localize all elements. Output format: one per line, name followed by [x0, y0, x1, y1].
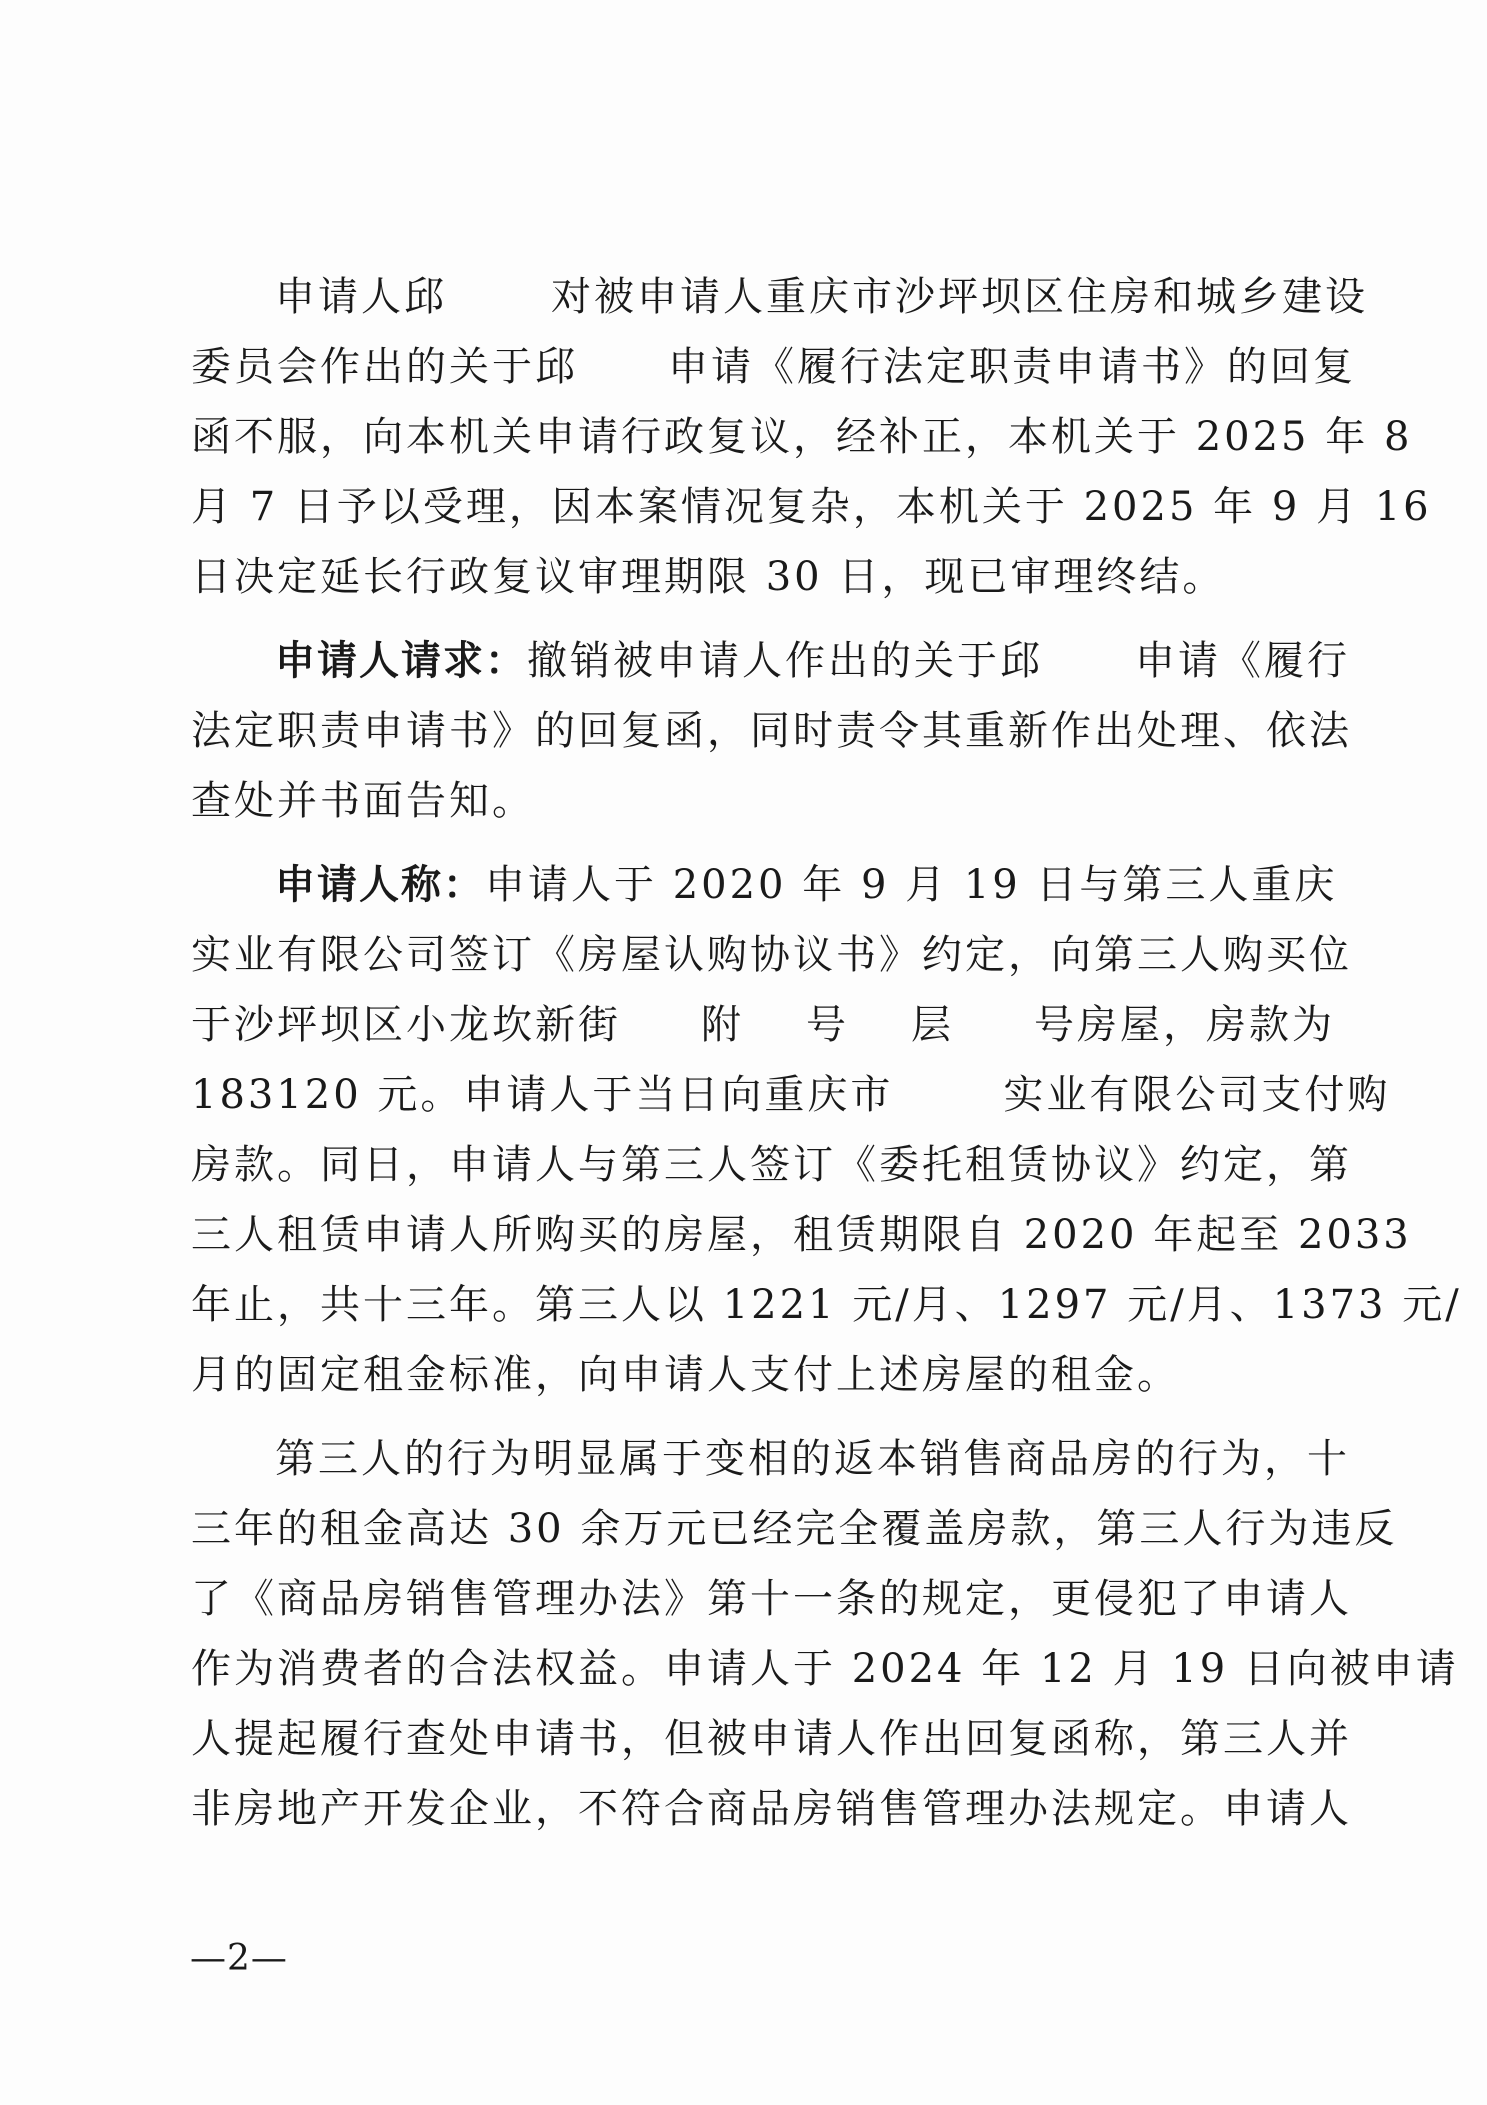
document-body — [191, 262, 1462, 1844]
text-span: 层 — [911, 1002, 954, 1048]
text-span: 撤销被申请人作出的关于邱 — [527, 638, 1043, 684]
text-span: 于沙坪坝区小龙坎新街 — [191, 1002, 621, 1048]
text-line — [191, 332, 1356, 402]
text-line: 人提起履行查处申请书，但被申请人作出回复函称，第三人并 — [191, 1716, 1352, 1762]
paragraph-applicant-claims — [191, 850, 1462, 1410]
text-line: 查处并书面告知。 — [191, 778, 535, 824]
text-span: 号 — [806, 1002, 849, 1048]
text-span: 申请《履行法定职责申请书》的回复 — [668, 344, 1356, 390]
paragraph-case-intro — [191, 262, 1432, 612]
section-heading: 申请人称： — [275, 862, 485, 908]
text-span: 申请人于 2020 年 9 月 19 日与第三人重庆 — [485, 862, 1338, 908]
text-span: 附 — [701, 1002, 744, 1048]
text-line: 三年的租金高达 30 余万元已经完全覆盖房款，第三人行为违反 — [191, 1506, 1398, 1552]
text-line: 了《商品房销售管理办法》第十一条的规定，更侵犯了申请人 — [191, 1576, 1352, 1622]
page-number: —2— — [190, 1938, 288, 1979]
paragraph-applicant-request — [191, 626, 1352, 836]
text-line: 非房地产开发企业，不符合商品房销售管理办法规定。申请人 — [191, 1786, 1352, 1832]
text-span: 号房屋，房款为 — [1034, 1002, 1335, 1048]
text-line: 函不服，向本机关申请行政复议，经补正，本机关于 2025 年 8 — [191, 414, 1413, 460]
text-line — [191, 1060, 1391, 1130]
text-span: 实业有限公司支付购 — [1003, 1072, 1391, 1118]
text-line: 三人租赁申请人所购买的房屋，租赁期限自 2020 年起至 2033 — [191, 1212, 1412, 1258]
text-line: 实业有限公司签订《房屋认购协议书》约定，向第三人购买位 — [191, 932, 1352, 978]
text-line — [191, 262, 1368, 332]
text-line: 月的固定租金标准，向申请人支付上述房屋的租金。 — [191, 1352, 1180, 1398]
text-span: 申请人邱 — [275, 274, 447, 320]
paragraph-claim-details — [191, 1424, 1459, 1844]
text-line: 第三人的行为明显属于变相的返本销售商品房的行为，十 — [275, 1436, 1350, 1482]
text-line — [191, 626, 1350, 696]
text-line — [191, 850, 1338, 920]
section-heading: 申请人请求： — [275, 638, 527, 684]
text-span: 委员会作出的关于邱 — [191, 344, 578, 390]
text-line: 房款。同日，申请人与第三人签订《委托租赁协议》约定，第 — [191, 1142, 1352, 1188]
text-line — [191, 990, 1335, 1060]
text-line: 法定职责申请书》的回复函，同时责令其重新作出处理、依法 — [191, 708, 1352, 754]
text-line: 作为消费者的合法权益。申请人于 2024 年 12 月 19 日向被申请 — [191, 1646, 1459, 1692]
text-span: 申请《履行 — [1135, 638, 1350, 684]
text-span: 183120 元。申请人于当日向重庆市 — [191, 1072, 894, 1118]
text-span: 对被申请人重庆市沙坪坝区住房和城乡建设 — [551, 274, 1368, 320]
text-line: 月 7 日予以受理，因本案情况复杂，本机关于 2025 年 9 月 16 — [191, 484, 1432, 530]
text-line: 日决定延长行政复议审理期限 30 日，现已审理终结。 — [191, 554, 1226, 600]
text-line: 年止，共十三年。第三人以 1221 元/月、1297 元/月、1373 元/ — [191, 1282, 1462, 1328]
